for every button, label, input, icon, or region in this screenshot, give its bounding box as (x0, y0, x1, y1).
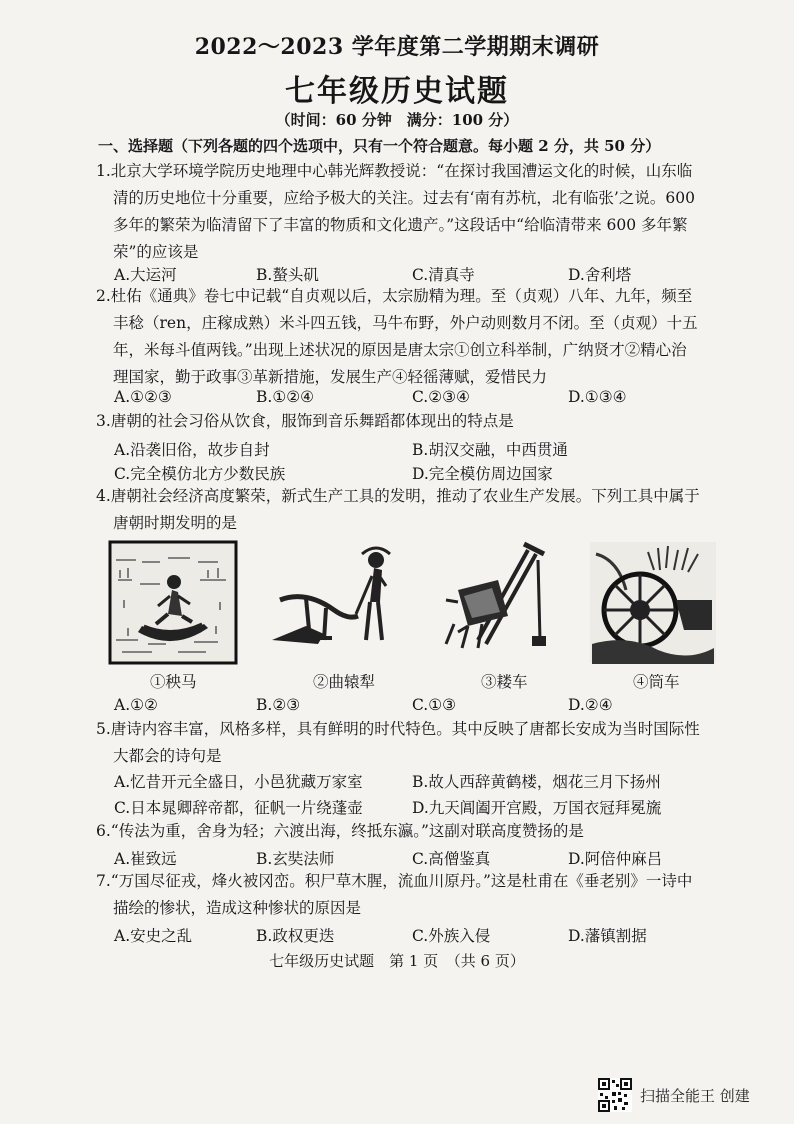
question-6-line: 6.“传法为重，舍身为轻；六渡出海，终抵东瀛。”这副对联高度赞扬的是 (96, 822, 584, 840)
option-a[interactable]: A.大运河 (114, 266, 177, 284)
question-2-line: 2.杜佑《通典》卷七中记载“自贞观以后，太宗励精为理。至（贞观）八年、九年，频至 (96, 287, 693, 305)
exam-title: 七年级历史试题 (285, 74, 509, 109)
qr-code-icon (598, 1078, 632, 1112)
question-1-line: 荣”的应该是 (113, 243, 199, 261)
question-7 (96, 868, 696, 922)
page-footer: 七年级历史试题 第 1 页 （共 6 页） (269, 952, 525, 970)
option-a[interactable]: A.①②③ (114, 388, 172, 406)
question-1 (96, 158, 696, 266)
option-a[interactable]: A.安史之乱 (114, 927, 193, 945)
exam-meta: （时间：60 分钟 满分：100 分） (275, 111, 519, 129)
option-b[interactable]: B.政权更迭 (256, 927, 335, 945)
question-4-line: 唐朝时期发明的是 (113, 514, 238, 532)
option-c[interactable]: C.①③ (412, 696, 457, 714)
question-3 (96, 408, 696, 435)
question-6 (96, 818, 696, 845)
question-4 (96, 483, 700, 537)
question-5 (96, 716, 700, 770)
question-4-line: 4.唐朝社会经济高度繁荣，新式生产工具的发明，推动了农业生产发展。下列工具中属于 (96, 487, 700, 505)
figure-4-caption: ④筒车 (633, 673, 680, 691)
option-c[interactable]: C.高僧鉴真 (412, 850, 491, 868)
question-5-line: 5.唐诗内容丰富，风格多样，具有鲜明的时代特色。其中反映了唐都长安成为当时国际性 (96, 720, 700, 738)
section-heading: 一、选择题（下列各题的四个选项中，只有一个符合题意。每小题 2 分，共 50 分） (98, 137, 661, 155)
option-d[interactable]: D.阿倍仲麻吕 (568, 850, 663, 868)
option-c[interactable]: C.②③④ (412, 388, 470, 406)
option-a[interactable]: A.①② (114, 696, 158, 714)
question-7-line: 7.“万国尽征戎，烽火被冈峦。积尸草木腥，流血川原丹。”这是杜甫在《垂老别》一诗中 (96, 872, 693, 890)
option-b[interactable]: B.①②④ (256, 388, 315, 406)
yangma-illustration-icon (108, 540, 238, 665)
option-d[interactable]: D.九天阊阖开宫殿，万国衣冠拜冕旒 (412, 799, 662, 817)
option-b[interactable]: B.②③ (256, 696, 301, 714)
curved-plough-illustration-icon (266, 540, 396, 665)
question-1-line: 多年的繁荣为临清留下了丰富的物质和文化遗产。”这段话中“给临清带来 600 多年繁 (113, 216, 688, 234)
option-d[interactable]: D.藩镇割据 (568, 927, 647, 945)
question-1-line: 清的历史地位十分重要，应给予极大的关注。过去有‘南有苏杭，北有临张’之说。600 (113, 189, 695, 207)
question-2-line: 年，米每斗值两钱。”出现上述状况的原因是唐太宗①创立科举制，广纳贤才②精心治 (113, 341, 687, 359)
question-1-line: 1.北京大学环境学院历史地理中心韩光辉教授说：“在探讨我国漕运文化的时候，山东临 (96, 162, 693, 180)
exam-term-line: 2022～2023 学年度第二学期期末调研 (194, 34, 600, 60)
figure-2-caption: ②曲辕犁 (313, 673, 376, 691)
question-7-line: 描绘的惨状，造成这种惨状的原因是 (113, 899, 362, 917)
option-d[interactable]: D.②④ (568, 696, 613, 714)
option-b[interactable]: B.玄奘法师 (256, 850, 335, 868)
option-d[interactable]: D.完全模仿周边国家 (412, 465, 553, 483)
option-b[interactable]: B.故人西辞黄鹤楼，烟花三月下扬州 (412, 773, 661, 791)
option-c[interactable]: C.完全模仿北方少数民族 (114, 465, 286, 483)
option-c[interactable]: C.清真寺 (412, 266, 475, 284)
question-5-line: 大都会的诗句是 (113, 747, 222, 765)
option-a[interactable]: A.忆昔开元全盛日，小邑犹藏万家室 (114, 773, 363, 791)
question-4-figures (108, 540, 708, 665)
option-b[interactable]: B.胡汉交融，中西贯通 (412, 441, 568, 459)
figure-3-caption: ③耧车 (481, 673, 528, 691)
water-wheel-illustration-icon (588, 540, 718, 665)
question-2-line: 理国家，勤于政事③革新措施，发展生产④轻徭薄赋，爱惜民力 (113, 368, 548, 386)
option-a[interactable]: A.崔致远 (114, 850, 177, 868)
option-b[interactable]: B.螯头矶 (256, 266, 319, 284)
option-c[interactable]: C.日本晁卿辞帝都，征帆一片绕蓬壶 (114, 799, 363, 817)
option-c[interactable]: C.外族入侵 (412, 927, 491, 945)
scanner-watermark: 扫描全能王 创建 (640, 1087, 750, 1105)
option-d[interactable]: D.①③④ (568, 388, 627, 406)
option-a[interactable]: A.沿袭旧俗，故步自封 (114, 441, 270, 459)
option-d[interactable]: D.舍利塔 (568, 266, 632, 284)
question-2 (96, 283, 696, 391)
question-2-line: 丰稔（ren，庄稼成熟）米斗四五钱，马牛布野，外户动则数月不闭。至（贞观）十五 (113, 314, 698, 332)
figure-1-caption: ①秧马 (150, 673, 197, 691)
question-3-line: 3.唐朝的社会习俗从饮食，服饰到音乐舞蹈都体现出的特点是 (96, 412, 514, 430)
seed-drill-illustration-icon (428, 540, 558, 665)
